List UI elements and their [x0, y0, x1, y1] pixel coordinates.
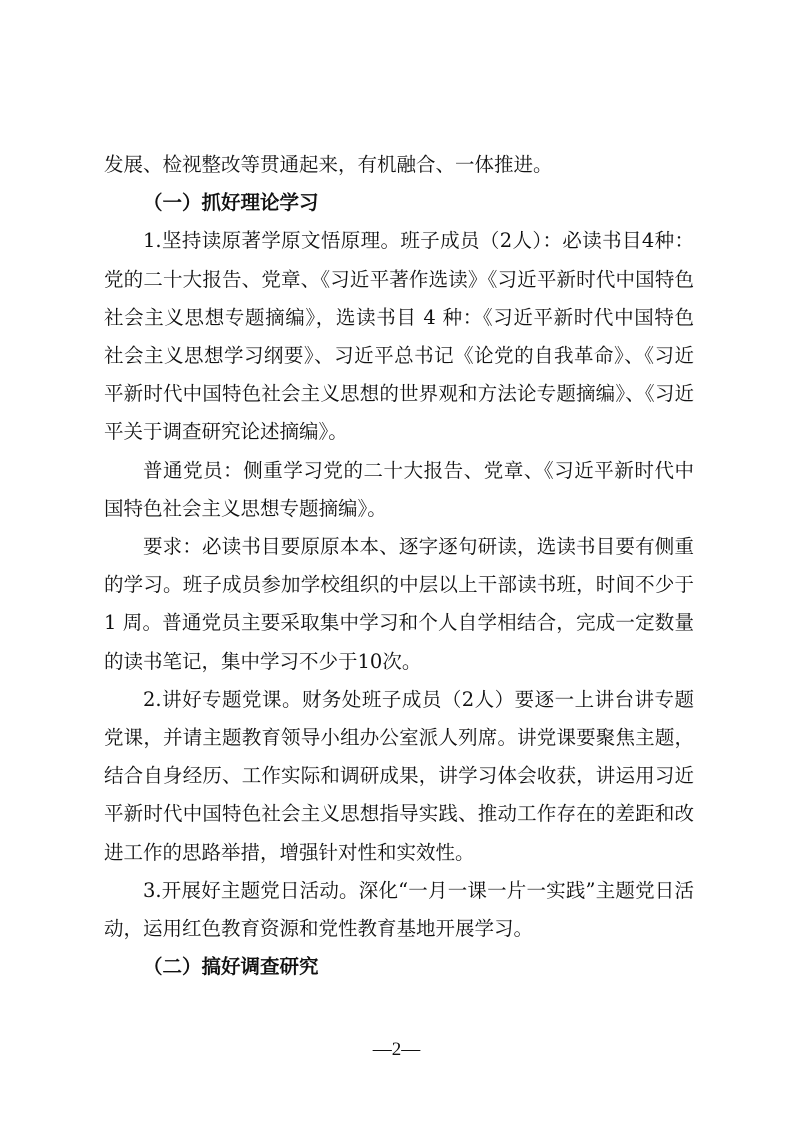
page-number: —2— — [372, 1039, 421, 1060]
paragraph-continuation: 发展、检视整改等贯通起来，有机融合、一体推进。 — [104, 153, 553, 176]
paragraph-requirements: 要求：必读书目要原原本本、逐字逐句研读，选读书目要有侧重的学习。班子成员参加学校组织的中层以上干部读书班，时间不少于 1 周。普通党员主要采取集中学习和个人自学相结合，完成一定数量的读书笔记，集中学习不少于10次。 — [104, 535, 694, 673]
paragraph-party-lecture: 2.讲好专题党课。财务处班子成员（2人）要逐一上讲台讲专题党课，并请主题教育领导小组办公室派人列席。讲党课要聚焦主题，结合自身经历、工作实际和调研成果，讲学习体会收获，讲运用习近平新时代中国特色社会主义思想指导实践、推动工作存在的差距和改进工作的思路举措，增强针对性和实效性。 — [104, 687, 694, 864]
section-heading-research: （二）搞好调查研究 — [143, 955, 319, 979]
document-body — [104, 146, 694, 986]
paragraph-reading-originals: 1.坚持读原著学原文悟原理。班子成员（2人）：必读书目4种：党的二十大报告、党章、《习近平著作选读》《习近平新时代中国特色社会主义思想专题摘编》，选读书目 4 种：《习近平新时代中国特色社会主义思想学习纲要》、习近平总书记《论党的自我革命》、《习近平新时代中国特色社会主义思想的世界观和方法论专题摘编》、《习近平关于调查研究论述摘编》。 — [104, 229, 694, 444]
paragraph-party-day: 3.开展好主题党日活动。深化“一月一课一片一实践”主题党日活动，运用红色教育资源和党性教育基地开展学习。 — [104, 878, 694, 941]
paragraph-ordinary-members: 普通党员：侧重学习党的二十大报告、党章、《习近平新时代中国特色社会主义思想专题摘编》。 — [104, 458, 694, 520]
section-heading-theory-study: （一）抓好理论学习 — [143, 191, 319, 215]
